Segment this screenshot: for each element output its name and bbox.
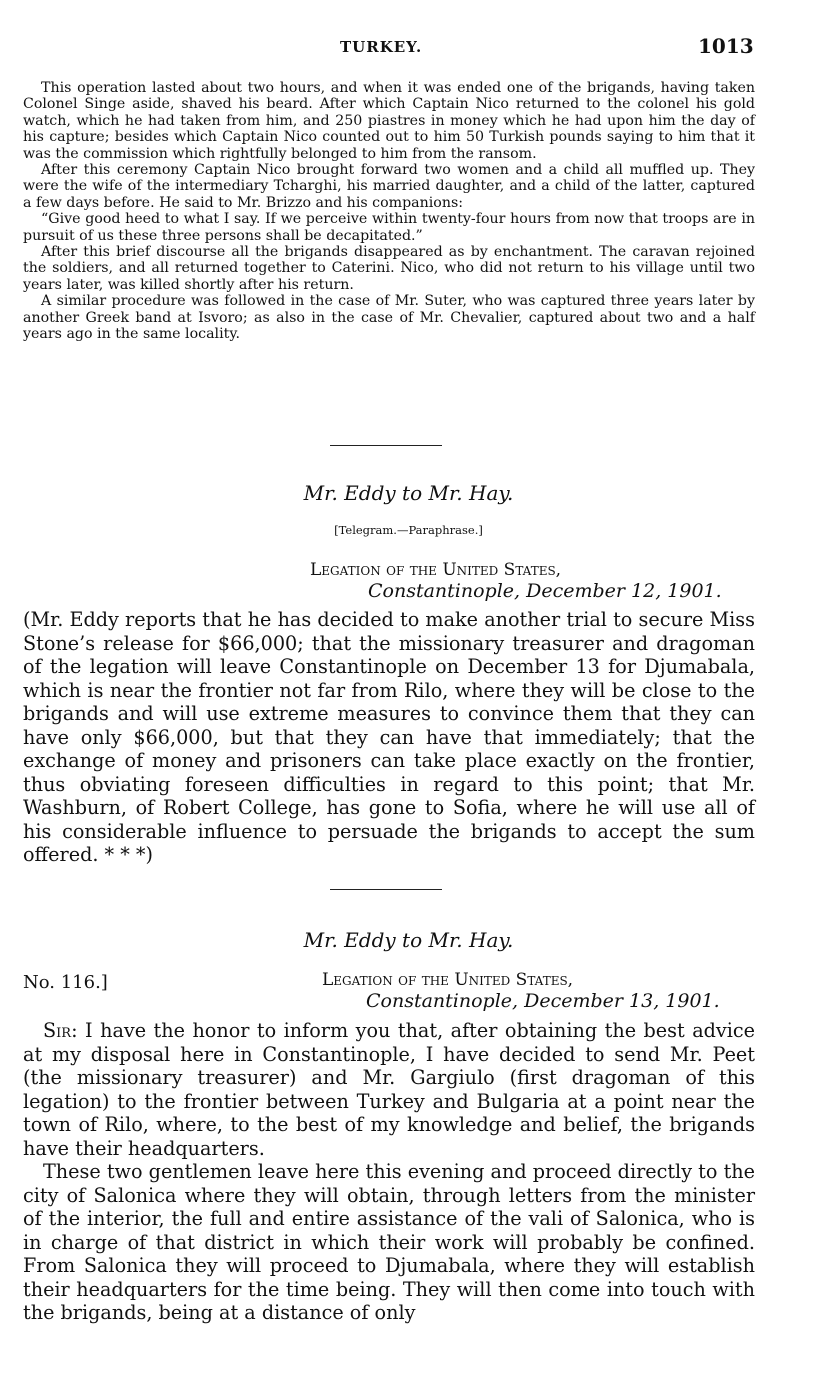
section-divider	[330, 445, 442, 446]
doc1-body	[23, 608, 755, 867]
doc2-paragraph: These two gentlemen leave here this evening and proceed directly to the city of Salonica where they will obtain, through letters from the minister of the interior, the full and entire assistance of the vali of Salonica, who is in charge of that district in which their work will probably be confined. From Salonica they will proceed to Djumabala, where they will establish their headquarters for the time being. They will then come into touch with the brigands, being at a distance of only	[23, 1160, 755, 1324]
salutation: Sir:	[43, 1019, 78, 1042]
doc2-heading: Mr. Eddy to Mr. Hay.	[303, 928, 514, 952]
paragraph: This operation lasted about two hours, and when it was ended one of the brigands, having taken Colonel Singe aside, shaved his beard. After which Captain Nico returned to the colonel his gold watch, which he had taken from him, and 250 piastres in money which he had upon him the day of his capture; besides which Captain Nico counted out to him 50 Turkish pounds saying to him that it was the commission which rightfully belonged to him from the ransom.	[23, 80, 755, 162]
section-divider	[330, 889, 442, 890]
doc2-paragraph	[23, 1019, 755, 1160]
page-header	[0, 34, 817, 62]
doc2-number: No. 116.]	[23, 972, 108, 993]
doc1-note: [Telegram.—Paraphrase.]	[334, 523, 483, 537]
doc1-place-date: Constantinople, December 12, 1901.	[368, 580, 722, 602]
doc2-body	[23, 1019, 755, 1325]
doc2-legation: Legation of the United States,	[322, 970, 574, 990]
doc2-para1: I have the honor to inform you that, after obtaining the best advice at my disposal here in Constantinople, I have decided to send Mr. Peet (the missionary treasurer) and Mr. Gargiulo (first dragoman of this legation) to the frontier between Turkey and Bulgaria at a point near the town of Rilo, where, to the best of my knowledge and belief, the brigands have their headquarters.	[23, 1019, 755, 1160]
page-number: 1013	[698, 34, 754, 58]
running-title: TURKEY.	[340, 38, 423, 56]
paragraph: A similar procedure was followed in the case of Mr. Suter, who was captured three years later by another Greek band at Isvoro; as also in the case of Mr. Chevalier, captured about two and a half years ago in the same locality.	[23, 293, 755, 343]
paragraph: After this brief discourse all the brigands disappeared as by enchantment. The caravan rejoined the soldiers, and all returned together to Caterini. Nico, who did not return to his village until two years later, was killed shortly after his return.	[23, 244, 755, 293]
doc1-legation: Legation of the United States,	[310, 560, 562, 580]
paragraph: After this ceremony Captain Nico brought forward two women and a child all muffled up. They were the wife of the intermediary Tcharghi, his married daughter, and a child of the latter, captured a few days before. He said to Mr. Brizzo and his companions:	[23, 162, 755, 211]
doc1-body-text: (Mr. Eddy reports that he has decided to make another trial to secure Miss Stone’s release for $66,000; that the missionary treasurer and dragoman of the legation will leave Constantinople on December 13 for Djumabala, which is near the frontier not far from Rilo, where they will be close to the brigands and will use extreme measures to convince them that they can have only $66,000, but that they can have that immediately; that the exchange of money and prisoners can take place exactly on the frontier, thus obviating foreseen difficulties in regard to this point; that Mr. Washburn, of Robert College, has gone to Sofia, where he will use all of his considerable influence to persuade the brigands to accept the sum offered. * * *)	[23, 608, 755, 866]
top-section	[23, 80, 755, 343]
doc1-heading: Mr. Eddy to Mr. Hay.	[303, 481, 514, 505]
doc2-place-date: Constantinople, December 13, 1901.	[366, 990, 720, 1012]
paragraph: “Give good heed to what I say. If we perceive within twenty-four hours from now that troops are in pursuit of us these three persons shall be decapitated.”	[23, 211, 755, 244]
